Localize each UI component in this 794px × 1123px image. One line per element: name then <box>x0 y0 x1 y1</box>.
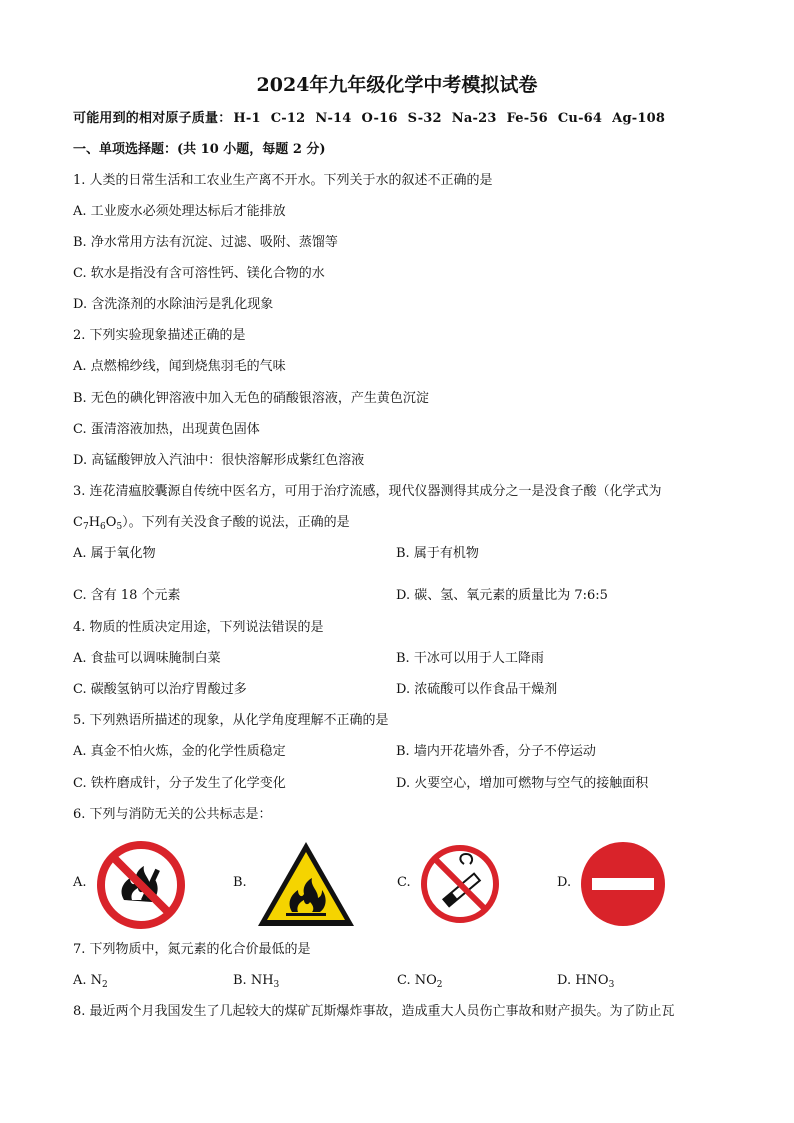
flammable-warning-sign-icon <box>256 840 356 928</box>
q6-stem: 6. 下列与消防无关的公共标志是： <box>73 807 272 822</box>
q7-option-c <box>397 972 443 994</box>
q2-stem: 2. 下列实验现象描述正确的是 <box>73 328 246 343</box>
q7-b-sub: 3 <box>273 980 280 990</box>
no-entry-sign-icon <box>580 841 666 927</box>
q7-option-a <box>73 972 108 994</box>
q7-c-text: C. NO <box>397 973 437 988</box>
q6-label-d: D. <box>557 875 572 890</box>
q4-option-d: D. 浓硫酸可以作食品干燥剂 <box>396 682 558 697</box>
q1-option-a: A. 工业废水必须处理达标后才能排放 <box>73 204 286 219</box>
q7-stem: 7. 下列物质中，氮元素的化合价最低的是 <box>73 942 311 957</box>
q7-a-text: A. N <box>73 973 103 988</box>
q3-option-a: A. 属于氧化物 <box>73 546 156 561</box>
q2-option-c: C. 蛋清溶液加热，出现黄色固体 <box>73 422 260 437</box>
q7-a-sub: 2 <box>102 980 108 990</box>
mass-cu: Cu-64 <box>557 111 603 126</box>
q5-option-c: C. 铁杵磨成针，分子发生了化学变化 <box>73 776 286 791</box>
q4-option-a: A. 食盐可以调味腌制白菜 <box>73 651 221 666</box>
formula-h-count: 6 <box>100 522 106 532</box>
formula-o-count: 5 <box>116 522 123 532</box>
section-heading: 一、单项选择题：(共 10 小题，每题 2 分) <box>73 142 326 157</box>
q5-option-b: B. 墙内开花墙外香，分子不停运动 <box>396 744 596 759</box>
mass-ag: Ag-108 <box>612 111 666 126</box>
q6-label-c: C. <box>397 875 411 890</box>
q4-option-c: C. 碳酸氢钠可以治疗胃酸过多 <box>73 682 247 697</box>
atomic-masses <box>73 110 675 128</box>
exam-title: 2024年九年级化学中考模拟试卷 <box>256 74 538 96</box>
mass-n: N-14 <box>315 111 352 126</box>
q2-option-a: A. 点燃棉纱线，闻到烧焦羽毛的气味 <box>73 359 286 374</box>
mass-o: O-16 <box>361 111 398 126</box>
q7-c-sub: 2 <box>436 980 443 990</box>
mass-s: S-32 <box>407 111 442 126</box>
q5-stem: 5. 下列熟语所描述的现象，从化学角度理解不正确的是 <box>73 713 389 728</box>
q1-option-d: D. 含洗涤剂的水除油污是乳化现象 <box>73 297 274 312</box>
q1-option-c: C. 软水是指没有含可溶性钙、镁化合物的水 <box>73 266 325 281</box>
q7-d-sub: 3 <box>608 980 615 990</box>
formula-o: O <box>105 515 117 530</box>
atomic-masses-label: 可能用到的相对原子质量： <box>73 111 232 126</box>
q7-d-text: D. HNO <box>557 973 609 988</box>
q5-option-d: D. 火要空心，增加可燃物与空气的接触面积 <box>396 776 649 791</box>
q1-stem: 1. 人类的日常生活和工农业生产离不开水。下列关于水的叙述不正确的是 <box>73 173 493 188</box>
formula-c-count: 7 <box>82 522 89 532</box>
formula-c: C <box>73 515 83 530</box>
no-smoking-sign-icon <box>418 842 502 926</box>
mass-c: C-12 <box>270 111 306 126</box>
q3-option-c: C. 含有 18 个元素 <box>73 588 181 603</box>
q8-stem: 8. 最近两个月我国发生了几起较大的煤矿瓦斯爆炸事故，造成重大人员伤亡事故和财产损失。为了防止瓦 <box>73 1004 675 1019</box>
q2-option-b: B. 无色的碘化钾溶液中加入无色的硝酸银溶液，产生黄色沉淀 <box>73 391 429 406</box>
q4-stem: 4. 物质的性质决定用途，下列说法错误的是 <box>73 620 324 635</box>
mass-na: Na-23 <box>451 111 497 126</box>
q3-option-b: B. 属于有机物 <box>396 546 479 561</box>
q6-label-a: A. <box>73 875 87 890</box>
q7-option-b <box>233 972 279 994</box>
no-open-flame-sign-icon <box>94 838 188 932</box>
q6-label-b: B. <box>233 875 247 890</box>
mass-fe: Fe-56 <box>506 111 548 126</box>
formula-h: H <box>88 515 101 530</box>
q3-stem-line2 <box>73 514 350 536</box>
q3-stem-line1: 3. 连花清瘟胶囊源自传统中医名方，可用于治疗流感，现代仪器测得其成分之一是没食子酸（化学式为 <box>73 484 662 499</box>
mass-h: H-1 <box>233 111 261 126</box>
q3-option-d: D. 碳、氢、氧元素的质量比为 7:6:5 <box>396 588 608 603</box>
q1-option-b: B. 净水常用方法有沉淀、过滤、吸附、蒸馏等 <box>73 235 338 250</box>
q2-option-d: D. 高锰酸钾放入汽油中：很快溶解形成紫红色溶液 <box>73 453 365 468</box>
q3-stem-tail: ）。下列有关没食子酸的说法，正确的是 <box>122 515 350 530</box>
q7-option-d <box>557 972 614 994</box>
q4-option-b: B. 干冰可以用于人工降雨 <box>396 651 544 666</box>
q7-b-text: B. NH <box>233 973 274 988</box>
q5-option-a: A. 真金不怕火炼，金的化学性质稳定 <box>73 744 286 759</box>
